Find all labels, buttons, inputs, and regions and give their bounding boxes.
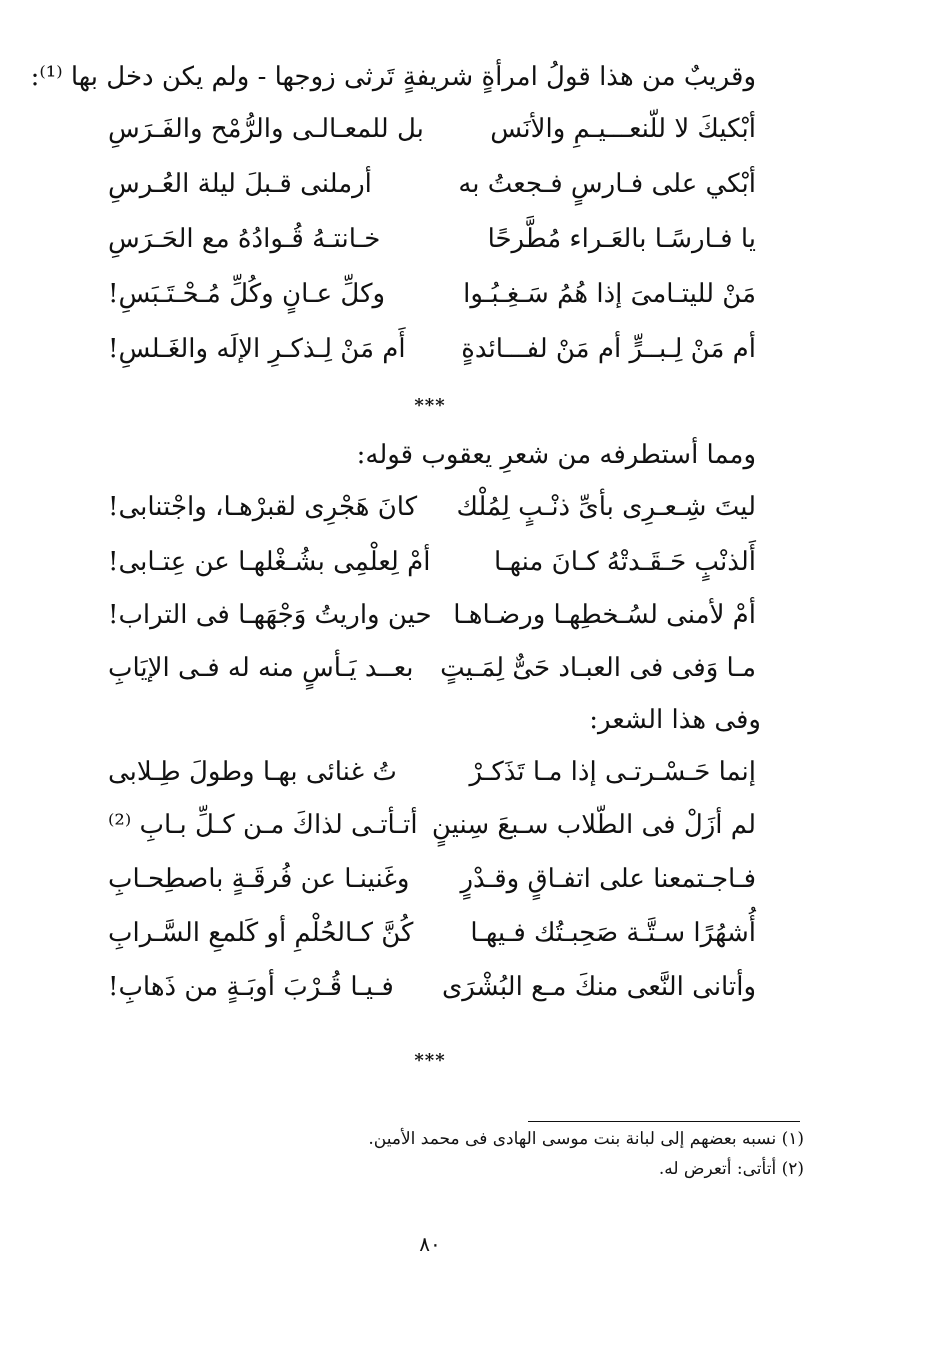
hemistich-left: كانَ هَجْرِى لقبرْهـا، واجْتنابى!	[108, 492, 418, 522]
intro-paragraph-1: وقريبٌ من هذا قولُ امرأةٍ شريفةٍ تَرثى زوجها - ولم يكن دخل بها ⁽¹⁾:	[30, 62, 756, 92]
page-number: ٨٠	[419, 1232, 441, 1256]
hemistich-right: وأتانى النَّعى منكَ مـع البُشْرَى	[441, 972, 756, 1002]
hemistich-left: فـيـا قُـرْبَ أوبَـةٍ من ذَهابِ!	[108, 972, 394, 1002]
hemistich-right: أم مَنْ لِـبــرٍّ أم مَنْ لفـــائدةٍ	[461, 334, 756, 364]
hemistich-right: إنما حَـسْـرتـى إذا مـا تَذَكـرْ	[469, 757, 756, 787]
hemistich-right: أبْكيكَ لا للّنعـــيـمِ والأنَس	[490, 114, 756, 144]
hemistich-left: كُنَّ كـالحُلْمِ أو كَلمعِ السَّـرابِ	[108, 918, 414, 948]
hemistich-right: مـا وَفى فى العبـاد حَىٌّ لِمَـيتٍ	[440, 653, 756, 683]
hemistich-left: وكلِّ عـانٍ وكُلِّ مُـحْـتَـبَسِ!	[108, 279, 386, 309]
hemistich-left: خـانتـهُ قُـوادُهُ مع الحَـرَسِ	[108, 224, 381, 254]
hemistich-right: أبْكي على فـارسٍ فـجعتُ به	[458, 169, 756, 199]
section-separator: ***	[414, 395, 446, 416]
hemistich-left: حين واريتُ وَجْهَهـا فى التراب!	[108, 600, 432, 630]
hemistich-left: وغَنينـا عن فُرقَـةٍ باصطِحـابِ	[108, 864, 410, 894]
intro-paragraph-2: ومما أستطرفه من شعرِ يعقوب قوله:	[356, 440, 756, 470]
hemistich-left: تُ غنائى بهـا وطولَ طِـلابى	[108, 757, 397, 787]
hemistich-right: ليتَ شِـعـرِى بأىِّ ذنْـبٍ لِمُلْك	[456, 492, 756, 522]
hemistich-right: فـاجـتمعنا على اتفـاقٍ وقـدْرٍ	[460, 864, 756, 894]
hemistich-left: بل للمعـالـى والرُّمْح والفَـرَسِ	[108, 114, 424, 144]
section-separator: ***	[414, 1050, 446, 1071]
footnote-1: (١) نسبه بعضهم إلى لبانة بنت موسى الهادى فى محمد الأمين.	[368, 1129, 804, 1149]
hemistich-right: لم أزَلْ فى الطّلاب سـبعَ سِنينٍ	[431, 810, 756, 840]
hemistich-left: أَم مَنْ لِـذكـرِ الإلَه والغَـلسِ!	[108, 334, 406, 364]
hemistich-left: أرملنى قـبلَ ليلة العُـرسِ	[108, 169, 372, 199]
hemistich-right: أَلذنْبٍ حَـقَـدتْهُ كـانَ منهـا	[494, 547, 756, 577]
intro-paragraph-3: وفى هذا الشعر:	[589, 705, 761, 735]
hemistich-left: بعــد يَـأسٍ منه له فـى الإيَابِ	[108, 653, 414, 683]
hemistich-left: أمْ لِعلْمِى بشُـغْلهـا عن عِتـابى!	[108, 547, 431, 577]
hemistich-right: مَنْ لليتـامىَ إذا هُمُ سَـغِـبُـوا	[463, 279, 756, 309]
footnote-2: (٢) أتأتى: أتعرض له.	[658, 1159, 804, 1179]
hemistich-right: أمْ لأمنى لسُـخطِهـا ورضـاهـا	[453, 600, 756, 630]
hemistich-right: أُشهُرًا سـتَّـة صَحِبـتُك فـيهـا	[470, 918, 756, 948]
hemistich-right: يا فـارسًـا بالعَـراء مُطَّرحًا	[487, 224, 756, 254]
hemistich-left: أتـأتـى لذاكَ مـن كـلِّ بـابِ ⁽²⁾	[108, 810, 418, 840]
footnote-divider	[528, 1121, 800, 1122]
